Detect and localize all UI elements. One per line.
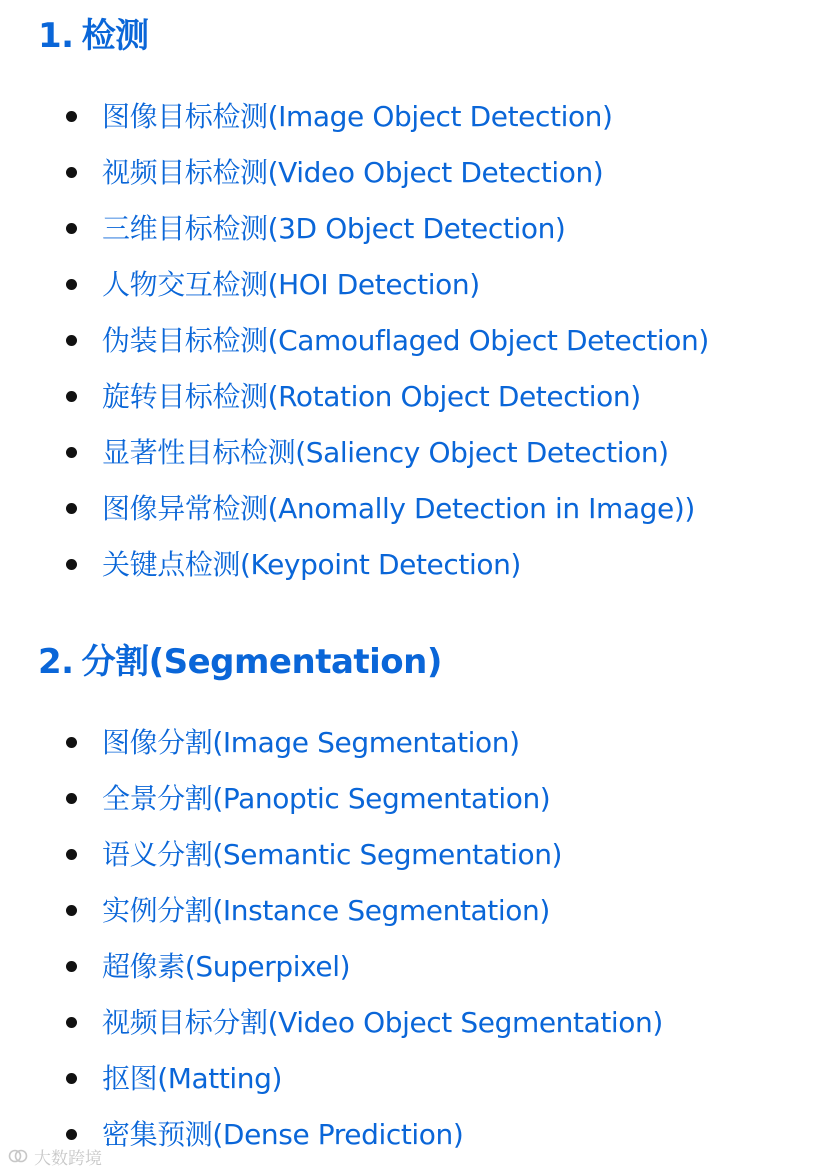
list-item-link[interactable]: 视频目标分割(Video Object Segmentation) [102, 1006, 663, 1039]
list-item-link[interactable]: 密集预测(Dense Prediction) [102, 1118, 464, 1151]
list-item-link[interactable]: 全景分割(Panoptic Segmentation) [102, 782, 551, 815]
list-item-link[interactable]: 实例分割(Instance Segmentation) [102, 894, 550, 927]
section-2-heading [38, 642, 442, 682]
section-1-heading [38, 16, 149, 56]
bullet-icon [66, 167, 77, 178]
bullet-icon [66, 737, 77, 748]
bullet-icon [66, 793, 77, 804]
section-2-title: 分割(Segmentation) [81, 642, 442, 682]
section-1-number: 1. [38, 16, 74, 56]
bullet-icon [66, 1073, 77, 1084]
list-item-link[interactable]: 伪装目标检测(Camouflaged Object Detection) [102, 324, 709, 357]
bullet-icon [66, 447, 77, 458]
brand-logo-icon [8, 1146, 28, 1166]
bullet-icon [66, 1129, 77, 1140]
list-item-link[interactable]: 关键点检测(Keypoint Detection) [102, 548, 521, 581]
list-item-link[interactable]: 图像分割(Image Segmentation) [102, 726, 520, 759]
bullet-icon [66, 111, 77, 122]
bullet-icon [66, 335, 77, 346]
list-item-link[interactable]: 人物交互检测(HOI Detection) [102, 268, 480, 301]
bullet-icon [66, 279, 77, 290]
bullet-icon [66, 1017, 77, 1028]
watermark [8, 1143, 102, 1169]
list-item-link[interactable]: 图像目标检测(Image Object Detection) [102, 100, 613, 133]
list-item-link[interactable]: 旋转目标检测(Rotation Object Detection) [102, 380, 641, 413]
bullet-icon [66, 961, 77, 972]
section-2-number: 2. [38, 642, 74, 682]
list-item-link[interactable]: 超像素(Superpixel) [102, 950, 351, 983]
bullet-icon [66, 223, 77, 234]
bullet-icon [66, 905, 77, 916]
list-item-link[interactable]: 三维目标检测(3D Object Detection) [102, 212, 566, 245]
watermark-text: 大数跨境 [34, 1148, 102, 1169]
bullet-icon [66, 849, 77, 860]
list-item-link[interactable]: 视频目标检测(Video Object Detection) [102, 156, 604, 189]
bullet-icon [66, 559, 77, 570]
list-item-link[interactable]: 显著性目标检测(Saliency Object Detection) [102, 436, 669, 469]
list-item-link[interactable]: 语义分割(Semantic Segmentation) [102, 838, 563, 871]
list-item-link[interactable]: 图像异常检测(Anomally Detection in Image)) [102, 492, 695, 525]
list-item-link[interactable]: 抠图(Matting) [102, 1062, 283, 1095]
bullet-icon [66, 503, 77, 514]
section-1-title: 检测 [81, 16, 149, 56]
bullet-icon [66, 391, 77, 402]
